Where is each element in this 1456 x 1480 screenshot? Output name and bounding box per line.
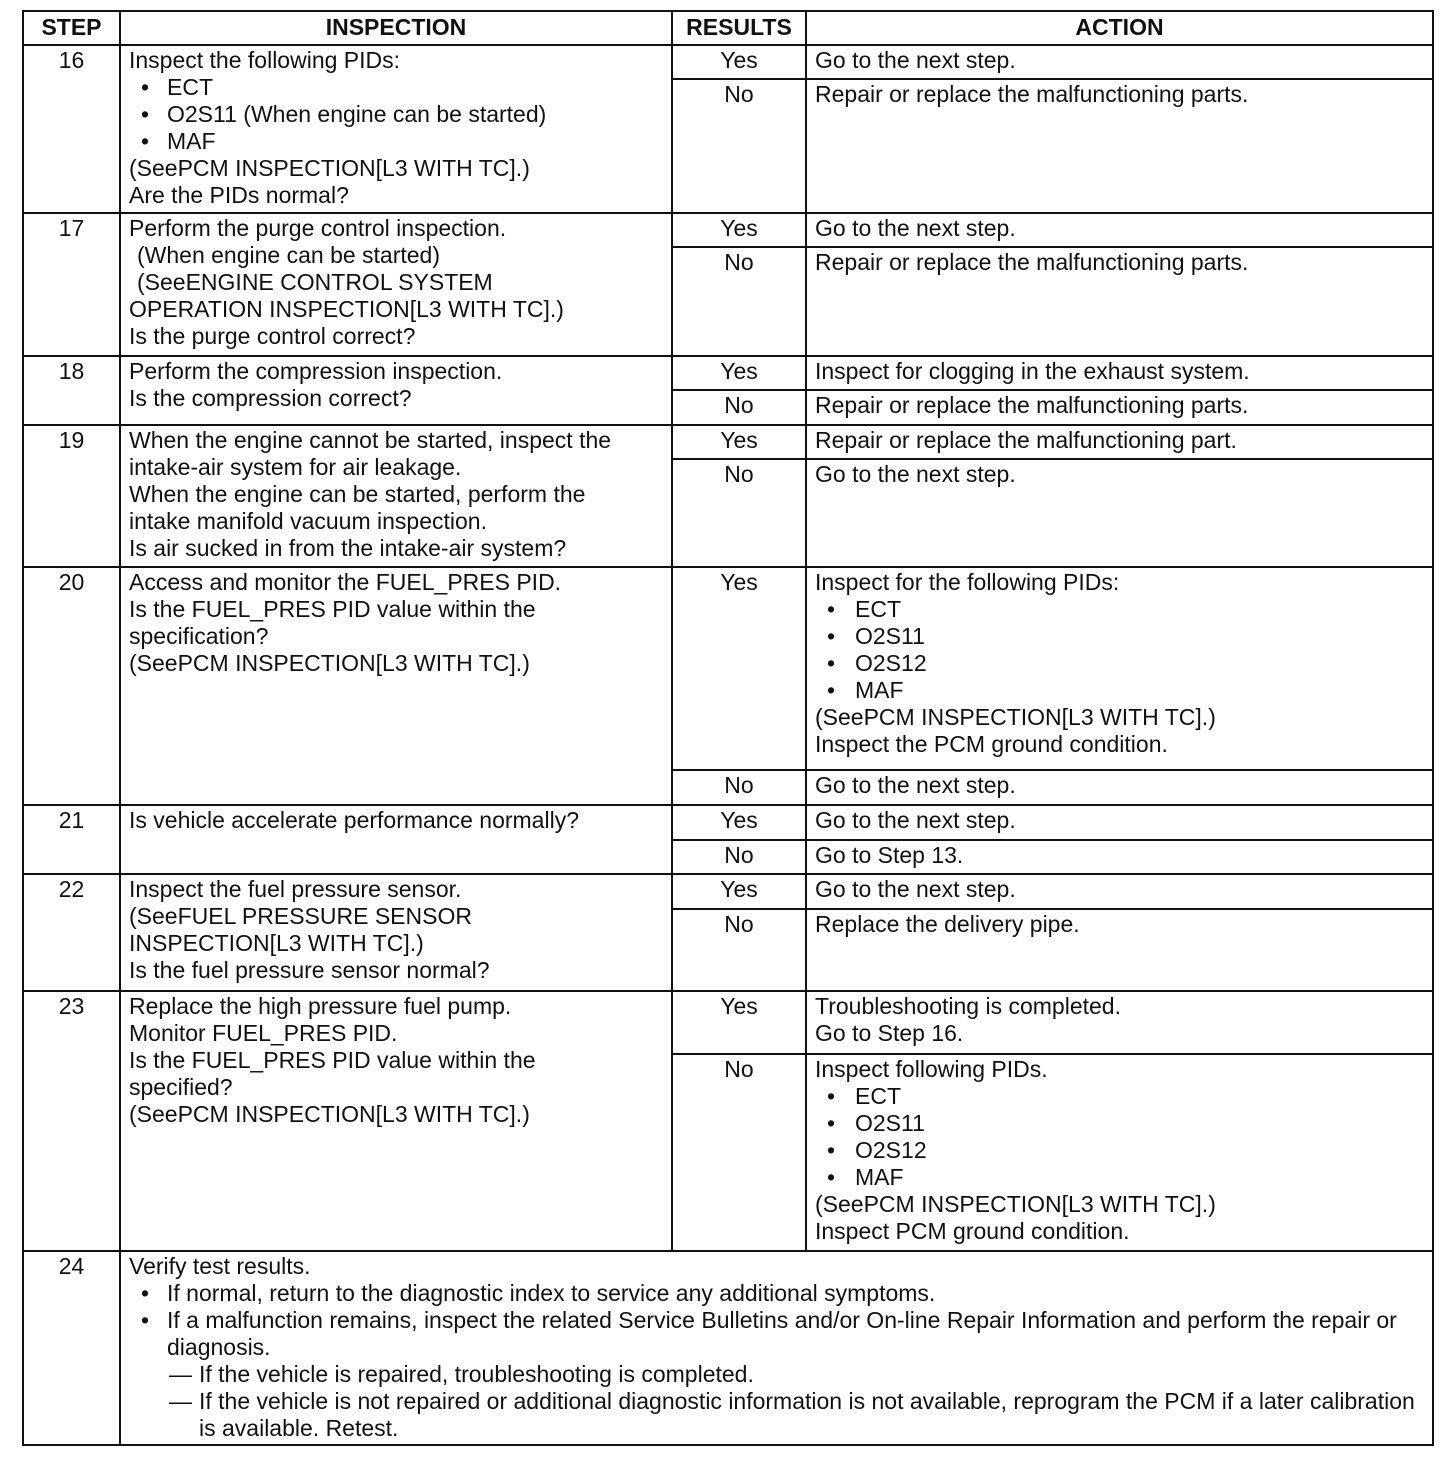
action-yes: Go to the next step. [806,213,1433,247]
step-number: 24 [23,1251,120,1445]
question-text: Is vehicle accelerate performance normally? [129,807,579,833]
pid-list [815,1083,1424,1191]
sub-list [129,1361,1424,1442]
question-text: specified? [129,1074,233,1100]
action-text: Inspect the PCM ground condition. [815,731,1168,757]
action-no [806,1054,1433,1251]
action-text: Go to Step 16. [815,1020,964,1046]
inspection-text: intake manifold vacuum inspection. [129,508,487,534]
inspection-text: Inspect the following PIDs: [129,47,401,73]
action-yes: Repair or replace the malfunctioning part. [806,425,1433,459]
result-yes: Yes [672,874,806,909]
list-item: • MAF [135,128,663,155]
list-item: • O2S12 [821,650,1424,677]
result-yes: Yes [672,425,806,459]
result-yes: Yes [672,991,806,1054]
action-no: Repair or replace the malfunctioning parts. [806,79,1433,213]
step-number: 19 [23,425,120,567]
header-row [23,11,1433,45]
question-text: Is the FUEL_PRES PID value within the [129,1047,536,1073]
inspection-text: Perform the compression inspection. [129,358,503,384]
step-17-yes-row [23,213,1433,247]
result-yes: Yes [672,567,806,770]
step-number: 17 [23,213,120,356]
list-item: • MAF [821,1164,1424,1191]
action-text: Inspect following PIDs. [815,1056,1048,1082]
step-number: 16 [23,45,120,213]
question-text: Is the compression correct? [129,385,412,411]
question-text: specification? [129,623,269,649]
step-19-yes-row [23,425,1433,459]
diagnostic-table [22,10,1434,1446]
inspection-text: Verify test results. [129,1253,311,1279]
inspection-text: Access and monitor the FUEL_PRES PID. [129,569,562,595]
list-item: • O2S11 (When engine can be started) [135,101,663,128]
pid-list [815,596,1424,704]
step-17-inspection [120,213,672,356]
header-inspection: INSPECTION [120,11,672,45]
reference-text: OPERATION INSPECTION[L3 WITH TC].) [129,296,564,322]
action-no: Replace the delivery pipe. [806,909,1433,991]
step-16-yes-row [23,45,1433,79]
result-yes: Yes [672,213,806,247]
step-18-inspection [120,356,672,425]
header-step: STEP [23,11,120,45]
list-item: • If normal, return to the diagnostic index to service any additional symptoms. [135,1280,1424,1307]
inspection-text: Inspect the fuel pressure sensor. [129,876,462,902]
question-text: Is the purge control correct? [129,323,416,349]
question-text: Is the FUEL_PRES PID value within the [129,596,536,622]
question-text: Are the PIDs normal? [129,182,349,208]
action-text: Troubleshooting is completed. [815,993,1121,1019]
result-no: No [672,390,806,425]
list-item: • ECT [135,74,663,101]
result-no: No [672,909,806,991]
inspection-text: Perform the purge control inspection. [129,215,507,241]
header-results: RESULTS [672,11,806,45]
verification-list [129,1280,1424,1361]
action-text: Inspect PCM ground condition. [815,1218,1130,1244]
list-item: • If a malfunction remains, inspect the related Service Bulletins and/or On-line Repair Information and perform the repair or diagnosis. [135,1307,1424,1361]
step-24-row [23,1251,1433,1445]
action-no: Go to Step 13. [806,840,1433,874]
question-text: Is the fuel pressure sensor normal? [129,957,490,983]
step-number: 23 [23,991,120,1251]
action-no: Repair or replace the malfunctioning parts. [806,247,1433,356]
step-22-inspection [120,874,672,991]
result-yes: Yes [672,45,806,79]
action-yes: Go to the next step. [806,805,1433,840]
step-16-inspection [120,45,672,213]
step-21-inspection [120,805,672,874]
list-item: • MAF [821,677,1424,704]
reference-text: (SeePCM INSPECTION[L3 WITH TC].) [815,1191,1216,1217]
reference-text: (SeeFUEL PRESSURE SENSOR [129,903,472,929]
pid-list [129,74,663,155]
inspection-text: When the engine cannot be started, inspect the [129,427,612,453]
inspection-text: Replace the high pressure fuel pump. [129,993,512,1019]
reference-text: (SeePCM INSPECTION[L3 WITH TC].) [815,704,1216,730]
list-item: — If the vehicle is repaired, troubleshooting is completed. [169,1361,1424,1388]
result-yes: Yes [672,356,806,390]
inspection-text: When the engine can be started, perform the [129,481,586,507]
list-item: — If the vehicle is not repaired or additional diagnostic information is not available, reprogram the PCM if a later calibration is available. Retest. [169,1388,1424,1442]
action-no: Go to the next step. [806,459,1433,567]
action-text: Inspect for the following PIDs: [815,569,1120,595]
action-no: Repair or replace the malfunctioning parts. [806,390,1433,425]
step-number: 20 [23,567,120,805]
step-20-yes-row [23,567,1433,770]
step-number: 22 [23,874,120,991]
diagnostic-procedure-sheet [22,10,1432,1446]
action-yes: Go to the next step. [806,45,1433,79]
list-item: • ECT [821,596,1424,623]
result-no: No [672,1054,806,1251]
list-item: • O2S11 [821,623,1424,650]
reference-text: (SeePCM INSPECTION[L3 WITH TC].) [129,650,530,676]
action-yes [806,991,1433,1054]
list-item: • O2S11 [821,1110,1424,1137]
header-action: ACTION [806,11,1433,45]
step-23-yes-row [23,991,1433,1054]
result-yes: Yes [672,805,806,840]
inspection-text: intake-air system for air leakage. [129,454,462,480]
step-23-inspection [120,991,672,1251]
reference-text: (SeePCM INSPECTION[L3 WITH TC].) [129,155,530,181]
action-yes [806,567,1433,770]
question-text: Is air sucked in from the intake-air system? [129,535,567,561]
inspection-text: Monitor FUEL_PRES PID. [129,1020,398,1046]
step-number: 21 [23,805,120,874]
step-18-yes-row [23,356,1433,390]
step-21-yes-row [23,805,1433,840]
list-item: • ECT [821,1083,1424,1110]
step-20-inspection [120,567,672,805]
reference-text: INSPECTION[L3 WITH TC].) [129,930,424,956]
reference-text: (SeeENGINE CONTROL SYSTEM [137,269,493,295]
action-no: Go to the next step. [806,770,1433,805]
result-no: No [672,770,806,805]
step-19-inspection [120,425,672,567]
result-no: No [672,247,806,356]
action-yes: Inspect for clogging in the exhaust system. [806,356,1433,390]
list-item: • O2S12 [821,1137,1424,1164]
result-no: No [672,840,806,874]
action-yes: Go to the next step. [806,874,1433,909]
inspection-text: (When engine can be started) [137,242,441,268]
result-no: No [672,79,806,213]
step-number: 18 [23,356,120,425]
result-no: No [672,459,806,567]
reference-text: (SeePCM INSPECTION[L3 WITH TC].) [129,1101,530,1127]
step-22-yes-row [23,874,1433,909]
step-24-verification [120,1251,1433,1445]
